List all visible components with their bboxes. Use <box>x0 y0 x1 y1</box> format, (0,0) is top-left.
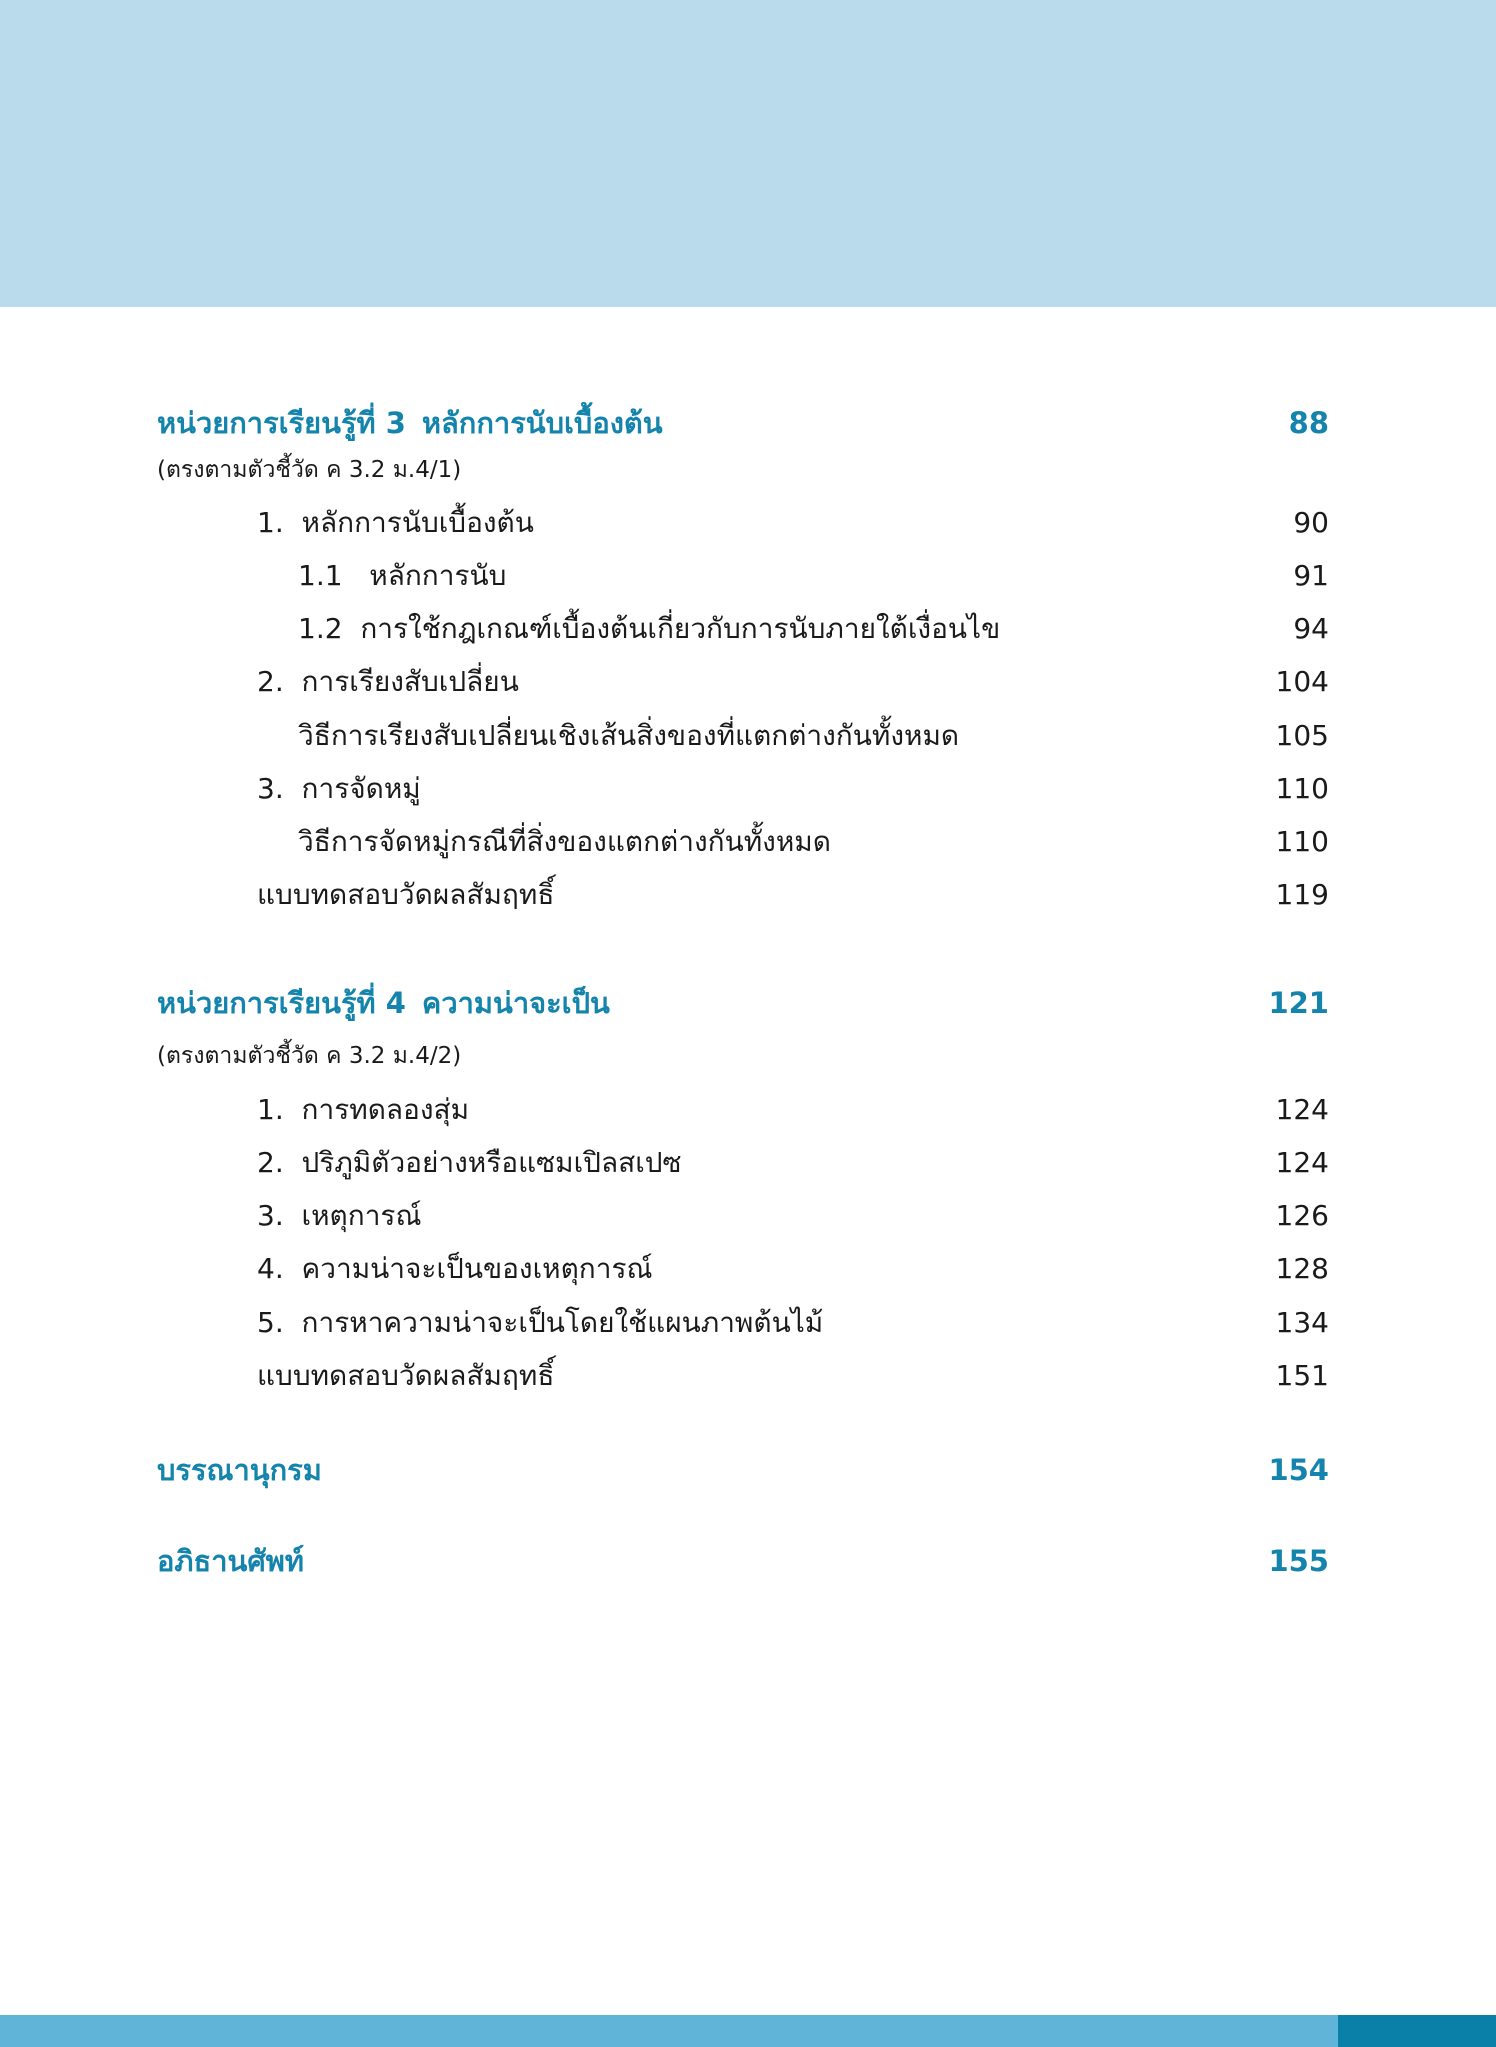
item-label: การหาความน่าจะเป็นโดยใช้แผนภาพต้นไม้ <box>301 1306 824 1339</box>
footer-tab <box>1338 2015 1496 2047</box>
item-number: 1. <box>257 1093 284 1126</box>
item-page: 90 <box>1293 506 1329 539</box>
header-band <box>0 0 1496 307</box>
unit-4-page: 121 <box>1268 986 1329 1020</box>
item-number: 4. <box>257 1252 284 1285</box>
item-label: ปริภูมิตัวอย่างหรือแซมเปิลสเปซ <box>301 1146 682 1179</box>
item-number: 3. <box>257 772 284 805</box>
item-label: หลักการนับ <box>369 559 507 592</box>
toc-item[interactable]: วิธีการเรียงสับเปลี่ยนเชิงเส้นสิ่งของที่แตกต่างกันทั้งหมด 105 <box>0 714 1496 758</box>
toc-item[interactable] <box>0 1247 1496 1291</box>
toc-item[interactable] <box>0 1141 1496 1185</box>
item-label: เหตุการณ์ <box>301 1199 422 1232</box>
glossary-heading[interactable]: อภิธานศัพท์ 155 <box>0 1539 1496 1583</box>
item-number: 3. <box>257 1199 284 1232</box>
item-label: การใช้กฎเกณฑ์เบื้องต้นเกี่ยวกับการนับภายใต้เงื่อนไข <box>360 612 1001 645</box>
toc-item[interactable] <box>0 1088 1496 1132</box>
unit-4-note: (ตรงตามตัวชี้วัด ค 3.2 ม.4/2) <box>157 1043 462 1069</box>
item-page: 128 <box>1275 1252 1329 1285</box>
item-page: 110 <box>1275 825 1329 858</box>
item-number: 5. <box>257 1306 284 1339</box>
item-number: 1. <box>257 506 284 539</box>
toc-item[interactable] <box>0 767 1496 811</box>
toc-item[interactable] <box>0 607 1496 651</box>
item-page: 124 <box>1275 1146 1329 1179</box>
item-number: 1.2 <box>298 612 343 645</box>
footer-band <box>0 2015 1338 2047</box>
unit-4-prefix: หน่วยการเรียนรู้ที่ 4 <box>157 986 406 1020</box>
toc-item[interactable] <box>0 1194 1496 1238</box>
toc-item[interactable] <box>0 660 1496 704</box>
item-label: หลักการนับเบื้องต้น <box>301 506 534 539</box>
item-page: 105 <box>1275 719 1329 752</box>
item-number: 2. <box>257 1146 284 1179</box>
toc-item[interactable]: แบบทดสอบวัดผลสัมฤทธิ์ 119 <box>0 873 1496 917</box>
item-number: 1.1 <box>298 559 343 592</box>
item-page: 134 <box>1275 1306 1329 1339</box>
item-label: การเรียงสับเปลี่ยน <box>301 665 519 698</box>
unit-3-page: 88 <box>1288 406 1329 440</box>
unit-4-heading[interactable] <box>0 981 1496 1025</box>
item-page: 119 <box>1275 878 1329 911</box>
bibliography-page: 154 <box>1268 1453 1329 1487</box>
item-label: ความน่าจะเป็นของเหตุการณ์ <box>301 1252 653 1285</box>
unit-3-prefix: หน่วยการเรียนรู้ที่ 3 <box>157 406 406 440</box>
unit-3-title: หลักการนับเบื้องต้น <box>421 406 663 440</box>
bibliography-heading[interactable]: บรรณานุกรม 154 <box>0 1448 1496 1492</box>
toc-item[interactable] <box>0 554 1496 598</box>
item-label: การจัดหมู่ <box>301 772 421 805</box>
item-page: 91 <box>1293 559 1329 592</box>
item-page: 126 <box>1275 1199 1329 1232</box>
unit-3-heading[interactable] <box>0 401 1496 445</box>
item-page: 124 <box>1275 1093 1329 1126</box>
toc-item[interactable]: วิธีการจัดหมู่กรณีที่สิ่งของแตกต่างกันทั้งหมด 110 <box>0 820 1496 864</box>
item-label: การทดลองสุ่ม <box>301 1093 470 1126</box>
glossary-page: 155 <box>1268 1544 1329 1578</box>
unit-3-note: (ตรงตามตัวชี้วัด ค 3.2 ม.4/1) <box>157 457 462 483</box>
item-page: 104 <box>1275 665 1329 698</box>
toc-item[interactable] <box>0 1301 1496 1345</box>
toc-item[interactable] <box>0 501 1496 545</box>
item-page: 94 <box>1293 612 1329 645</box>
toc-item[interactable]: แบบทดสอบวัดผลสัมฤทธิ์ 151 <box>0 1354 1496 1398</box>
item-number: 2. <box>257 665 284 698</box>
unit-4-title: ความน่าจะเป็น <box>421 986 610 1020</box>
item-page: 110 <box>1275 772 1329 805</box>
item-page: 151 <box>1275 1359 1329 1392</box>
